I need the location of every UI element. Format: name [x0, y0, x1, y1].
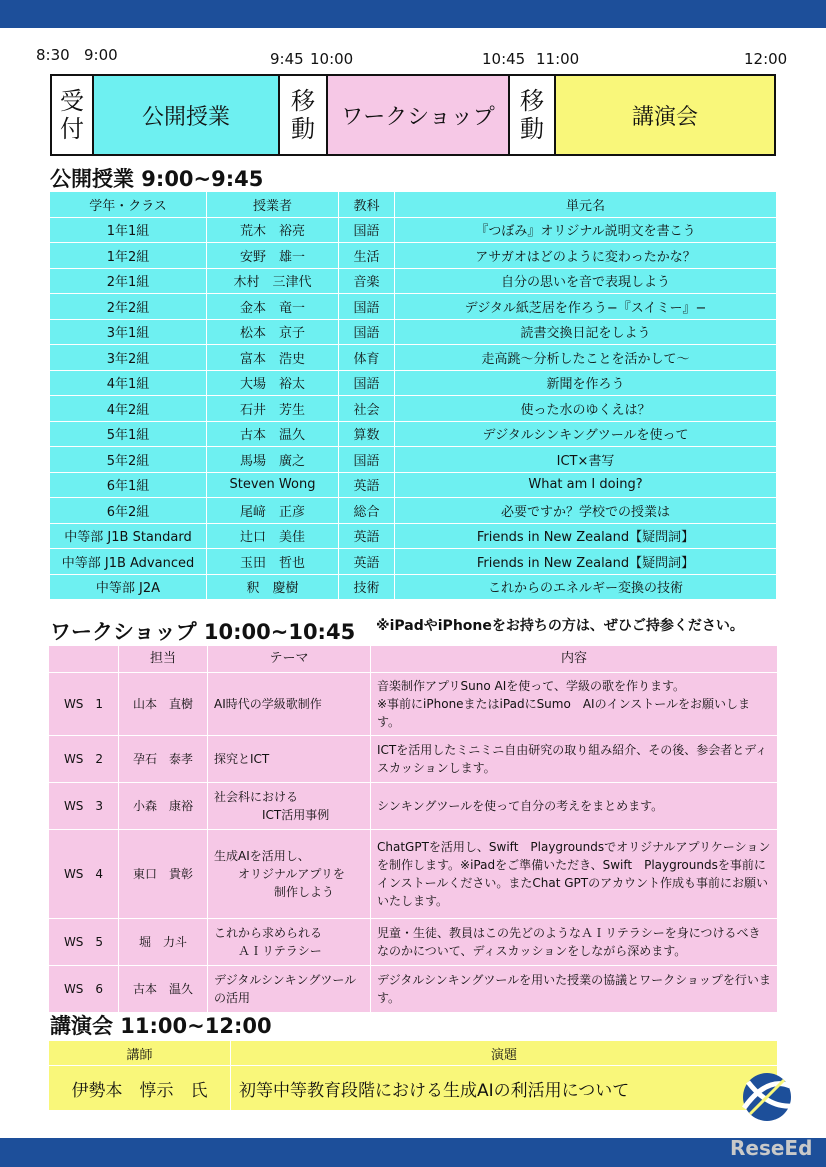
class-cell: 3年1組 [50, 319, 207, 345]
table-header-row [50, 192, 777, 218]
table-row [50, 345, 777, 371]
unit-cell: Friends in New Zealand【疑問詞】 [395, 549, 777, 575]
unit-cell: ICT×書写 [395, 447, 777, 473]
workshop-content-cell: デジタルシンキングツールを用いた授業の協議とワークショップを行います。 [371, 966, 778, 1013]
subject-cell: 生活 [339, 243, 395, 269]
workshop-id-cell: WS 2 [49, 736, 119, 783]
unit-cell: What am I doing? [395, 472, 777, 498]
column-header: 担当 [119, 646, 208, 673]
teacher-cell: 釈 慶樹 [207, 574, 339, 600]
table-row [50, 549, 777, 575]
subject-cell: 国語 [339, 319, 395, 345]
unit-cell: 『つぼみ』オリジナル説明文を書こう [395, 217, 777, 243]
column-header: 内容 [371, 646, 778, 673]
teacher-cell: 金本 竜一 [207, 294, 339, 320]
class-cell: 4年1組 [50, 370, 207, 396]
column-header: 教科 [339, 192, 395, 218]
table-row [50, 498, 777, 524]
subject-cell: 社会 [339, 396, 395, 422]
subject-cell: 英語 [339, 472, 395, 498]
teacher-cell: 玉田 哲也 [207, 549, 339, 575]
table-row [49, 1066, 778, 1111]
workshop-person-cell: 東口 貴彰 [119, 830, 208, 919]
time-label: 11:00 [536, 50, 580, 68]
workshop-table [48, 645, 778, 1013]
open-class-title: 公開授業 9:00~9:45 [50, 167, 264, 191]
column-header: テーマ [208, 646, 371, 673]
subject-cell: 国語 [339, 370, 395, 396]
table-row [49, 830, 778, 919]
table-row [49, 736, 778, 783]
unit-cell: Friends in New Zealand【疑問詞】 [395, 523, 777, 549]
subject-cell: 国語 [339, 447, 395, 473]
subject-cell: 算数 [339, 421, 395, 447]
class-cell: 4年2組 [50, 396, 207, 422]
table-header-row [49, 646, 778, 673]
time-label: 10:45 [482, 50, 526, 68]
column-header: 演題 [231, 1041, 778, 1066]
class-cell: 6年1組 [50, 472, 207, 498]
time-label: 9:45 [270, 50, 304, 68]
teacher-cell: 馬場 廣之 [207, 447, 339, 473]
subject-cell: 体育 [339, 345, 395, 371]
unit-cell: 必要ですか？学校での授業は [395, 498, 777, 524]
column-header: 学年・クラス [50, 192, 207, 218]
lecture-table [48, 1040, 778, 1111]
schedule-timeline [50, 74, 776, 156]
class-cell: 中等部 J2A [50, 574, 207, 600]
subject-cell: 技術 [339, 574, 395, 600]
time-label: 9:00 [84, 46, 118, 64]
table-row [49, 919, 778, 966]
table-row [50, 217, 777, 243]
lecture-title: 講演会 11:00~12:00 [50, 1014, 272, 1038]
subject-cell: 英語 [339, 549, 395, 575]
workshop-theme-cell: デジタルシンキングツール の活用 [208, 966, 371, 1013]
timeline-block-reception: 受 付 [52, 76, 94, 154]
teacher-cell: 古本 温久 [207, 421, 339, 447]
unit-cell: デジタルシンキングツールを使って [395, 421, 777, 447]
table-row [50, 319, 777, 345]
table-row [50, 472, 777, 498]
unit-cell: 使った水のゆくえは？ [395, 396, 777, 422]
class-cell: 1年2組 [50, 243, 207, 269]
table-row [50, 243, 777, 269]
class-cell: 6年2組 [50, 498, 207, 524]
workshop-theme-cell: これから求められる ＡＩリテラシー [208, 919, 371, 966]
unit-cell: アサガオはどのように変わったかな？ [395, 243, 777, 269]
teacher-cell: 尾﨑 正彦 [207, 498, 339, 524]
unit-cell: 新聞を作ろう [395, 370, 777, 396]
time-label: 8:30 [36, 46, 70, 64]
workshop-content-cell: ICTを活用したミニミニ自由研究の取り組み紹介、その後、参会者とディスカッションします。 [371, 736, 778, 783]
workshop-theme-cell: 探究とICT [208, 736, 371, 783]
workshop-id-cell: WS 3 [49, 783, 119, 830]
workshop-person-cell: 古本 温久 [119, 966, 208, 1013]
table-row [50, 523, 777, 549]
workshop-content-cell: 音楽制作アプリSuno AIを使って、学級の歌を作ります。 ※事前にiPhoneまたはiPadにSumo AIのインストールをお願いします。 [371, 673, 778, 736]
workshop-person-cell: 堀 力斗 [119, 919, 208, 966]
class-cell: 3年2組 [50, 345, 207, 371]
teacher-cell: 木村 三津代 [207, 268, 339, 294]
workshop-id-cell: WS 4 [49, 830, 119, 919]
teacher-cell: 富本 浩史 [207, 345, 339, 371]
workshop-person-cell: 小森 康裕 [119, 783, 208, 830]
class-cell: 5年1組 [50, 421, 207, 447]
workshop-id-cell: WS 6 [49, 966, 119, 1013]
timeline-block-open-class: 公開授業 [94, 76, 280, 154]
unit-cell: 読書交換日記をしよう [395, 319, 777, 345]
column-header: 講師 [49, 1041, 231, 1066]
subject-cell: 国語 [339, 294, 395, 320]
column-header [49, 646, 119, 673]
timeline-block-lecture: 講演会 [556, 76, 774, 154]
workshop-theme-cell: AI時代の学級歌制作 [208, 673, 371, 736]
workshop-note: ※iPadやiPhoneをお持ちの方は、ぜひご持参ください。 [376, 618, 744, 634]
workshop-content-cell: ChatGPTを活用し、Swift Playgroundsでオリジナルアプリケーションを制作します。※iPadをご準備いただき、Swift Playgroundsを事前にインストールください。またChat GPTのアカウント作成も事前にお願いいたします。 [371, 830, 778, 919]
class-cell: 1年1組 [50, 217, 207, 243]
open-class-table [49, 191, 777, 600]
table-row [50, 396, 777, 422]
unit-cell: これからのエネルギー変換の技術 [395, 574, 777, 600]
table-row [50, 370, 777, 396]
class-cell: 5年2組 [50, 447, 207, 473]
workshop-title: ワークショップ 10:00~10:45 [50, 620, 356, 644]
column-header: 授業者 [207, 192, 339, 218]
subject-cell: 英語 [339, 523, 395, 549]
teacher-cell: 荒木 裕亮 [207, 217, 339, 243]
table-row [49, 673, 778, 736]
class-cell: 2年2組 [50, 294, 207, 320]
unit-cell: 走高跳〜分析したことを活かして〜 [395, 345, 777, 371]
workshop-content-cell: 児童・生徒、教員はこの先どのようなＡＩリテラシーを身につけるべきなのかについて、ディスカッションをしながら深めます。 [371, 919, 778, 966]
time-label: 12:00 [744, 50, 788, 68]
class-cell: 中等部 J1B Standard [50, 523, 207, 549]
table-header-row [49, 1041, 778, 1066]
workshop-theme-cell: 社会科における ICT活用事例 [208, 783, 371, 830]
table-row [49, 966, 778, 1013]
table-row [50, 268, 777, 294]
class-cell: 中等部 J1B Advanced [50, 549, 207, 575]
teacher-cell: 松本 京子 [207, 319, 339, 345]
bottom-band [0, 1138, 826, 1167]
subject-cell: 音楽 [339, 268, 395, 294]
table-row [50, 421, 777, 447]
watermark: ReseEd [730, 1136, 813, 1160]
timeline-block-workshop: ワークショップ [328, 76, 510, 154]
workshop-theme-cell: 生成AIを活用し、 オリジナルアプリを 制作しよう [208, 830, 371, 919]
workshop-id-cell: WS 5 [49, 919, 119, 966]
lecture-topic: 初等中等教育段階における生成AIの利活用について [231, 1066, 778, 1111]
unit-cell: 自分の思いを音で表現しよう [395, 268, 777, 294]
unit-cell: デジタル紙芝居を作ろう−『スイミー』− [395, 294, 777, 320]
time-label: 10:00 [310, 50, 354, 68]
teacher-cell: 辻口 美佳 [207, 523, 339, 549]
workshop-content-cell: シンキングツールを使って自分の考えをまとめます。 [371, 783, 778, 830]
table-row [50, 574, 777, 600]
teacher-cell: Steven Wong [207, 472, 339, 498]
subject-cell: 総合 [339, 498, 395, 524]
workshop-person-cell: 山本 直樹 [119, 673, 208, 736]
workshop-person-cell: 孕石 泰孝 [119, 736, 208, 783]
table-row [50, 294, 777, 320]
teacher-cell: 安野 雄一 [207, 243, 339, 269]
speaker-name: 伊勢本 惇示 氏 [49, 1066, 231, 1111]
class-cell: 2年1組 [50, 268, 207, 294]
workshop-id-cell: WS 1 [49, 673, 119, 736]
teacher-cell: 石井 芳生 [207, 396, 339, 422]
table-row [49, 783, 778, 830]
timeline-block-move: 移 動 [510, 76, 556, 154]
table-row [50, 447, 777, 473]
subject-cell: 国語 [339, 217, 395, 243]
column-header: 単元名 [395, 192, 777, 218]
timeline-block-move: 移 動 [280, 76, 328, 154]
school-logo-icon [738, 1068, 796, 1126]
top-band [0, 0, 826, 28]
teacher-cell: 大場 裕太 [207, 370, 339, 396]
